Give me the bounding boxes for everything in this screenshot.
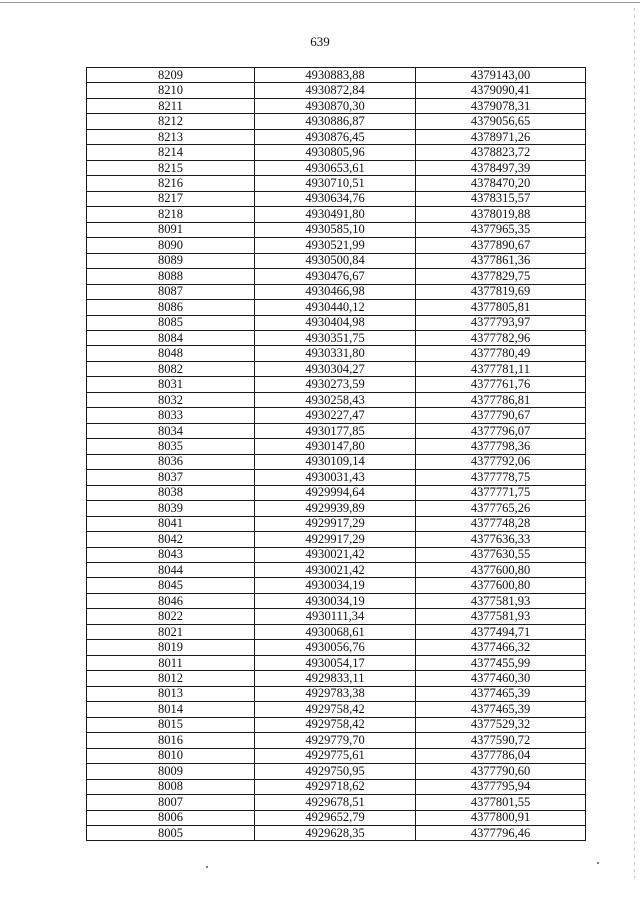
x-coordinate-cell: 4930109,14 <box>255 454 416 469</box>
y-coordinate-cell: 4377819,69 <box>416 284 586 299</box>
table-row <box>87 609 586 624</box>
point-number-cell: 8218 <box>87 207 255 222</box>
y-coordinate-cell: 4377465,39 <box>416 686 586 701</box>
x-coordinate-cell: 4930491,80 <box>255 207 416 222</box>
y-coordinate-cell: 4379078,31 <box>416 98 586 113</box>
point-number-cell: 8090 <box>87 238 255 253</box>
x-coordinate-cell: 4930258,43 <box>255 392 416 407</box>
point-number-cell: 8015 <box>87 717 255 732</box>
point-number-cell: 8013 <box>87 686 255 701</box>
table-row <box>87 686 586 701</box>
y-coordinate-cell: 4377798,36 <box>416 439 586 454</box>
x-coordinate-cell: 4930870,30 <box>255 98 416 113</box>
point-number-cell: 8012 <box>87 671 255 686</box>
table-row <box>87 439 586 454</box>
table-row <box>87 392 586 407</box>
point-number-cell: 8211 <box>87 98 255 113</box>
point-number-cell: 8209 <box>87 68 255 83</box>
table-row <box>87 191 586 206</box>
x-coordinate-cell: 4930653,61 <box>255 160 416 175</box>
y-coordinate-cell: 4377793,97 <box>416 315 586 330</box>
table-row <box>87 83 586 98</box>
y-coordinate-cell: 4378497,39 <box>416 160 586 175</box>
table-row <box>87 238 586 253</box>
y-coordinate-cell: 4377829,75 <box>416 269 586 284</box>
table-row <box>87 330 586 345</box>
x-coordinate-cell: 4930886,87 <box>255 114 416 129</box>
x-coordinate-cell: 4930068,61 <box>255 624 416 639</box>
top-rule <box>0 2 640 3</box>
point-number-cell: 8213 <box>87 129 255 144</box>
y-coordinate-cell: 4377790,60 <box>416 764 586 779</box>
point-number-cell: 8087 <box>87 284 255 299</box>
x-coordinate-cell: 4930227,47 <box>255 408 416 423</box>
x-coordinate-cell: 4930585,10 <box>255 222 416 237</box>
point-number-cell: 8036 <box>87 454 255 469</box>
x-coordinate-cell: 4930056,76 <box>255 640 416 655</box>
x-coordinate-cell: 4930872,84 <box>255 83 416 98</box>
point-number-cell: 8006 <box>87 810 255 825</box>
point-number-cell: 8086 <box>87 300 255 315</box>
y-coordinate-cell: 4377465,39 <box>416 702 586 717</box>
table-row <box>87 160 586 175</box>
x-coordinate-cell: 4930273,59 <box>255 377 416 392</box>
y-coordinate-cell: 4377786,81 <box>416 392 586 407</box>
table-row <box>87 361 586 376</box>
x-coordinate-cell: 4929750,95 <box>255 764 416 779</box>
x-coordinate-cell: 4930476,67 <box>255 269 416 284</box>
table-row <box>87 671 586 686</box>
point-number-cell: 8022 <box>87 609 255 624</box>
y-coordinate-cell: 4377800,91 <box>416 810 586 825</box>
table-row <box>87 516 586 531</box>
x-coordinate-cell: 4930331,80 <box>255 346 416 361</box>
point-number-cell: 8216 <box>87 176 255 191</box>
y-coordinate-cell: 4377778,75 <box>416 470 586 485</box>
y-coordinate-cell: 4379056,65 <box>416 114 586 129</box>
y-coordinate-cell: 4379090,41 <box>416 83 586 98</box>
x-coordinate-cell: 4930304,27 <box>255 361 416 376</box>
table-row <box>87 470 586 485</box>
table-row <box>87 624 586 639</box>
point-number-cell: 8210 <box>87 83 255 98</box>
table-row <box>87 129 586 144</box>
point-number-cell: 8215 <box>87 160 255 175</box>
table-row <box>87 454 586 469</box>
point-number-cell: 8021 <box>87 624 255 639</box>
y-coordinate-cell: 4377795,94 <box>416 779 586 794</box>
x-coordinate-cell: 4929833,11 <box>255 671 416 686</box>
y-coordinate-cell: 4378971,26 <box>416 129 586 144</box>
x-coordinate-cell: 4929678,51 <box>255 795 416 810</box>
x-coordinate-cell: 4929758,42 <box>255 717 416 732</box>
x-coordinate-cell: 4929718,62 <box>255 779 416 794</box>
point-number-cell: 8084 <box>87 330 255 345</box>
x-coordinate-cell: 4930634,76 <box>255 191 416 206</box>
table-row <box>87 501 586 516</box>
table-row <box>87 702 586 717</box>
table-row <box>87 825 586 840</box>
x-coordinate-cell: 4930876,45 <box>255 129 416 144</box>
point-number-cell: 8046 <box>87 593 255 608</box>
table-row <box>87 377 586 392</box>
y-coordinate-cell: 4378315,57 <box>416 191 586 206</box>
y-coordinate-cell: 4377494,71 <box>416 624 586 639</box>
point-number-cell: 8045 <box>87 578 255 593</box>
point-number-cell: 8019 <box>87 640 255 655</box>
table-row <box>87 795 586 810</box>
y-coordinate-cell: 4377630,55 <box>416 547 586 562</box>
y-coordinate-cell: 4377600,80 <box>416 578 586 593</box>
x-coordinate-cell: 4930805,96 <box>255 145 416 160</box>
point-number-cell: 8217 <box>87 191 255 206</box>
x-coordinate-cell: 4930021,42 <box>255 547 416 562</box>
table-row <box>87 810 586 825</box>
table-row <box>87 98 586 113</box>
table-row <box>87 207 586 222</box>
table-row <box>87 284 586 299</box>
table-row <box>87 68 586 83</box>
table-row <box>87 578 586 593</box>
x-coordinate-cell: 4930034,19 <box>255 578 416 593</box>
point-number-cell: 8034 <box>87 423 255 438</box>
x-coordinate-cell: 4929939,89 <box>255 501 416 516</box>
table-row <box>87 269 586 284</box>
y-coordinate-cell: 4377600,80 <box>416 563 586 578</box>
y-coordinate-cell: 4377792,06 <box>416 454 586 469</box>
point-number-cell: 8031 <box>87 377 255 392</box>
y-coordinate-cell: 4378470,20 <box>416 176 586 191</box>
point-number-cell: 8044 <box>87 563 255 578</box>
x-coordinate-cell: 4930351,75 <box>255 330 416 345</box>
point-number-cell: 8007 <box>87 795 255 810</box>
x-coordinate-cell: 4930054,17 <box>255 655 416 670</box>
table-row <box>87 253 586 268</box>
x-coordinate-cell: 4930177,85 <box>255 423 416 438</box>
table-row <box>87 655 586 670</box>
y-coordinate-cell: 4377781,11 <box>416 361 586 376</box>
point-number-cell: 8091 <box>87 222 255 237</box>
y-coordinate-cell: 4377796,07 <box>416 423 586 438</box>
y-coordinate-cell: 4377581,93 <box>416 609 586 624</box>
y-coordinate-cell: 4377771,75 <box>416 485 586 500</box>
page-edge-line <box>634 8 635 878</box>
x-coordinate-cell: 4930883,88 <box>255 68 416 83</box>
point-number-cell: 8039 <box>87 501 255 516</box>
scan-speck <box>206 866 208 868</box>
y-coordinate-cell: 4377748,28 <box>416 516 586 531</box>
x-coordinate-cell: 4930710,51 <box>255 176 416 191</box>
point-number-cell: 8082 <box>87 361 255 376</box>
x-coordinate-cell: 4929917,29 <box>255 532 416 547</box>
point-number-cell: 8005 <box>87 825 255 840</box>
y-coordinate-cell: 4377790,67 <box>416 408 586 423</box>
point-number-cell: 8014 <box>87 702 255 717</box>
table-row <box>87 748 586 763</box>
y-coordinate-cell: 4377796,46 <box>416 825 586 840</box>
table-row <box>87 222 586 237</box>
x-coordinate-cell: 4929994,64 <box>255 485 416 500</box>
y-coordinate-cell: 4378019,88 <box>416 207 586 222</box>
point-number-cell: 8089 <box>87 253 255 268</box>
x-coordinate-cell: 4929628,35 <box>255 825 416 840</box>
y-coordinate-cell: 4377782,96 <box>416 330 586 345</box>
point-number-cell: 8038 <box>87 485 255 500</box>
point-number-cell: 8085 <box>87 315 255 330</box>
x-coordinate-cell: 4930111,34 <box>255 609 416 624</box>
point-number-cell: 8042 <box>87 532 255 547</box>
table-row <box>87 114 586 129</box>
table-row <box>87 717 586 732</box>
y-coordinate-cell: 4377761,76 <box>416 377 586 392</box>
y-coordinate-cell: 4377965,35 <box>416 222 586 237</box>
coordinates-table-body <box>87 68 586 841</box>
y-coordinate-cell: 4377801,55 <box>416 795 586 810</box>
point-number-cell: 8048 <box>87 346 255 361</box>
y-coordinate-cell: 4377805,81 <box>416 300 586 315</box>
x-coordinate-cell: 4929917,29 <box>255 516 416 531</box>
point-number-cell: 8212 <box>87 114 255 129</box>
table-row <box>87 423 586 438</box>
point-number-cell: 8016 <box>87 733 255 748</box>
point-number-cell: 8043 <box>87 547 255 562</box>
table-row <box>87 764 586 779</box>
x-coordinate-cell: 4929652,79 <box>255 810 416 825</box>
table-row <box>87 300 586 315</box>
y-coordinate-cell: 4377636,33 <box>416 532 586 547</box>
table-row <box>87 733 586 748</box>
table-row <box>87 779 586 794</box>
y-coordinate-cell: 4377529,32 <box>416 717 586 732</box>
x-coordinate-cell: 4929758,42 <box>255 702 416 717</box>
point-number-cell: 8088 <box>87 269 255 284</box>
point-number-cell: 8041 <box>87 516 255 531</box>
table-row <box>87 315 586 330</box>
y-coordinate-cell: 4378823,72 <box>416 145 586 160</box>
x-coordinate-cell: 4930466,98 <box>255 284 416 299</box>
x-coordinate-cell: 4930147,80 <box>255 439 416 454</box>
point-number-cell: 8214 <box>87 145 255 160</box>
coordinates-table <box>86 67 586 841</box>
y-coordinate-cell: 4377590,72 <box>416 733 586 748</box>
y-coordinate-cell: 4377455,99 <box>416 655 586 670</box>
table-row <box>87 485 586 500</box>
table-row <box>87 593 586 608</box>
point-number-cell: 8010 <box>87 748 255 763</box>
y-coordinate-cell: 4379143,00 <box>416 68 586 83</box>
table-row <box>87 547 586 562</box>
scan-speck <box>597 862 599 864</box>
table-row <box>87 346 586 361</box>
x-coordinate-cell: 4930500,84 <box>255 253 416 268</box>
x-coordinate-cell: 4929775,61 <box>255 748 416 763</box>
x-coordinate-cell: 4929779,70 <box>255 733 416 748</box>
point-number-cell: 8009 <box>87 764 255 779</box>
y-coordinate-cell: 4377466,32 <box>416 640 586 655</box>
y-coordinate-cell: 4377460,30 <box>416 671 586 686</box>
point-number-cell: 8011 <box>87 655 255 670</box>
table-row <box>87 563 586 578</box>
point-number-cell: 8033 <box>87 408 255 423</box>
table-row <box>87 408 586 423</box>
table-row <box>87 176 586 191</box>
x-coordinate-cell: 4929783,38 <box>255 686 416 701</box>
x-coordinate-cell: 4930440,12 <box>255 300 416 315</box>
y-coordinate-cell: 4377890,67 <box>416 238 586 253</box>
y-coordinate-cell: 4377861,36 <box>416 253 586 268</box>
table-row <box>87 532 586 547</box>
point-number-cell: 8008 <box>87 779 255 794</box>
y-coordinate-cell: 4377786,04 <box>416 748 586 763</box>
x-coordinate-cell: 4930404,98 <box>255 315 416 330</box>
y-coordinate-cell: 4377765,26 <box>416 501 586 516</box>
x-coordinate-cell: 4930021,42 <box>255 563 416 578</box>
x-coordinate-cell: 4930031,43 <box>255 470 416 485</box>
point-number-cell: 8032 <box>87 392 255 407</box>
point-number-cell: 8037 <box>87 470 255 485</box>
table-row <box>87 145 586 160</box>
point-number-cell: 8035 <box>87 439 255 454</box>
y-coordinate-cell: 4377581,93 <box>416 593 586 608</box>
x-coordinate-cell: 4930521,99 <box>255 238 416 253</box>
x-coordinate-cell: 4930034,19 <box>255 593 416 608</box>
page-number: 639 <box>310 34 330 49</box>
y-coordinate-cell: 4377780,49 <box>416 346 586 361</box>
table-row <box>87 640 586 655</box>
